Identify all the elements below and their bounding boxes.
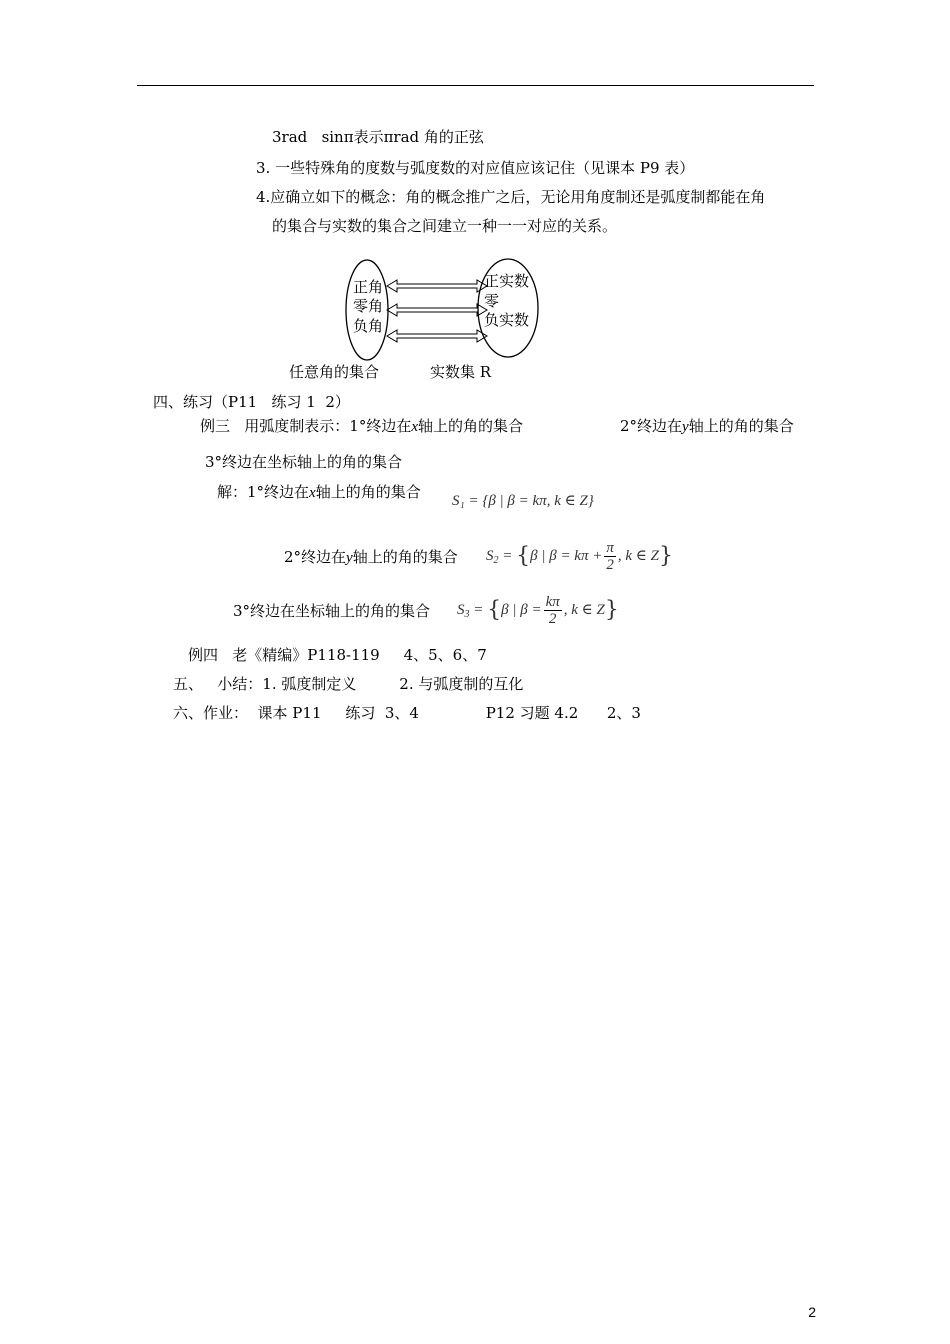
example-3-part2: [620, 416, 794, 437]
section-6-homework: 六、作业： 课本 P11 练习 3、4 P12 习题 4.2 2、3: [173, 704, 641, 722]
solution-1-text-b: 轴上的角的集合: [315, 483, 421, 501]
left-item-negative: 负角: [353, 317, 384, 335]
example-3-text-b: 轴上的角的集合: [418, 417, 524, 435]
page-number: 2: [808, 1304, 816, 1320]
example-3-var-x: x: [411, 419, 419, 435]
solution-3-text: 3°终边在坐标轴上的角的集合: [233, 602, 431, 620]
solution-3-denominator: 2: [548, 611, 557, 628]
solution-3-numerator: kπ: [545, 594, 560, 611]
line-concept: 4.应确立如下的概念：角的概念推广之后，无论用角度制还是弧度制都能在角: [256, 188, 766, 206]
example-4-line: 例四 老《精编》P118-119 4、5、6、7: [188, 646, 487, 664]
header-rule: [137, 85, 814, 86]
solution-3-lhs: β | β =: [501, 602, 542, 618]
solution-2-numerator: π: [606, 540, 614, 557]
line-special-angles: 3. 一些特殊角的度数与弧度数的对应值应该记住（见课本 P9 表）: [256, 159, 695, 177]
solution-2-line: [284, 547, 458, 568]
example-3-var-y: y: [682, 419, 689, 435]
solution-2-text-b: 轴上的角的集合: [352, 548, 458, 566]
example-3-part3: 3°终边在坐标轴上的角的集合: [205, 453, 403, 471]
solution-2-denominator: 2: [606, 557, 614, 574]
line-3rad: 3rad sinπ表示πrad 角的正弦: [272, 128, 484, 146]
double-arrow-1: [387, 280, 487, 292]
solution-2-rhs: , k ∈ Z: [617, 548, 659, 564]
example-3-text-c: 2°终边在: [620, 417, 683, 435]
solution-1-text-a: 解：1°终边在: [217, 483, 310, 501]
solution-1-line: [217, 482, 421, 503]
section-4-practice: 四、练习（P11 练习 1 2）: [153, 393, 350, 411]
double-arrows: [387, 280, 487, 342]
solution-3-fraction: [544, 594, 562, 627]
caption-real-set: 实数集 R: [430, 363, 492, 381]
left-item-positive: 正角: [353, 278, 384, 296]
solution-1-formula: S₁ = {β | β = kπ, k ∈ Z}: [452, 493, 594, 509]
line-concept-cont: 的集合与实数的集合之间建立一种一一对应的关系。: [272, 217, 618, 235]
example-3-line: [200, 416, 523, 437]
solution-2-var-y: y: [346, 550, 353, 566]
correspondence-diagram: [345, 258, 545, 362]
solution-2-fraction: [604, 540, 616, 573]
right-item-negative: 负实数: [484, 311, 530, 329]
solution-3-rhs: , k ∈ Z: [563, 602, 605, 618]
right-item-zero: 零: [484, 292, 500, 310]
solution-2-text-a: 2°终边在: [284, 548, 347, 566]
solution-2-lhs: β | β = kπ +: [530, 548, 603, 564]
solution-3-formula: $S_3 = \{\beta$ | β = $\frac{k\pi}{2}$ , k ∈ Z}: [457, 594, 619, 628]
solution-2-formula: $S_2 = \{\beta$ | β = kπ + $\frac{\pi}{2}$ , k ∈ Z}: [486, 540, 673, 574]
right-item-positive: 正实数: [484, 272, 530, 290]
example-3-text-a: 例三 用弧度制表示：1°终边在: [200, 417, 412, 435]
example-3-text-d: 轴上的角的集合: [688, 417, 794, 435]
double-arrow-3: [387, 330, 487, 342]
section-5-summary: 五、 小结：1. 弧度制定义 2. 与弧度制的互化: [173, 675, 524, 693]
solution-1-var-x: x: [309, 485, 316, 501]
left-item-zero: 零角: [353, 297, 384, 315]
caption-angle-set: 任意角的集合: [289, 363, 380, 381]
double-arrow-2: [387, 304, 487, 316]
